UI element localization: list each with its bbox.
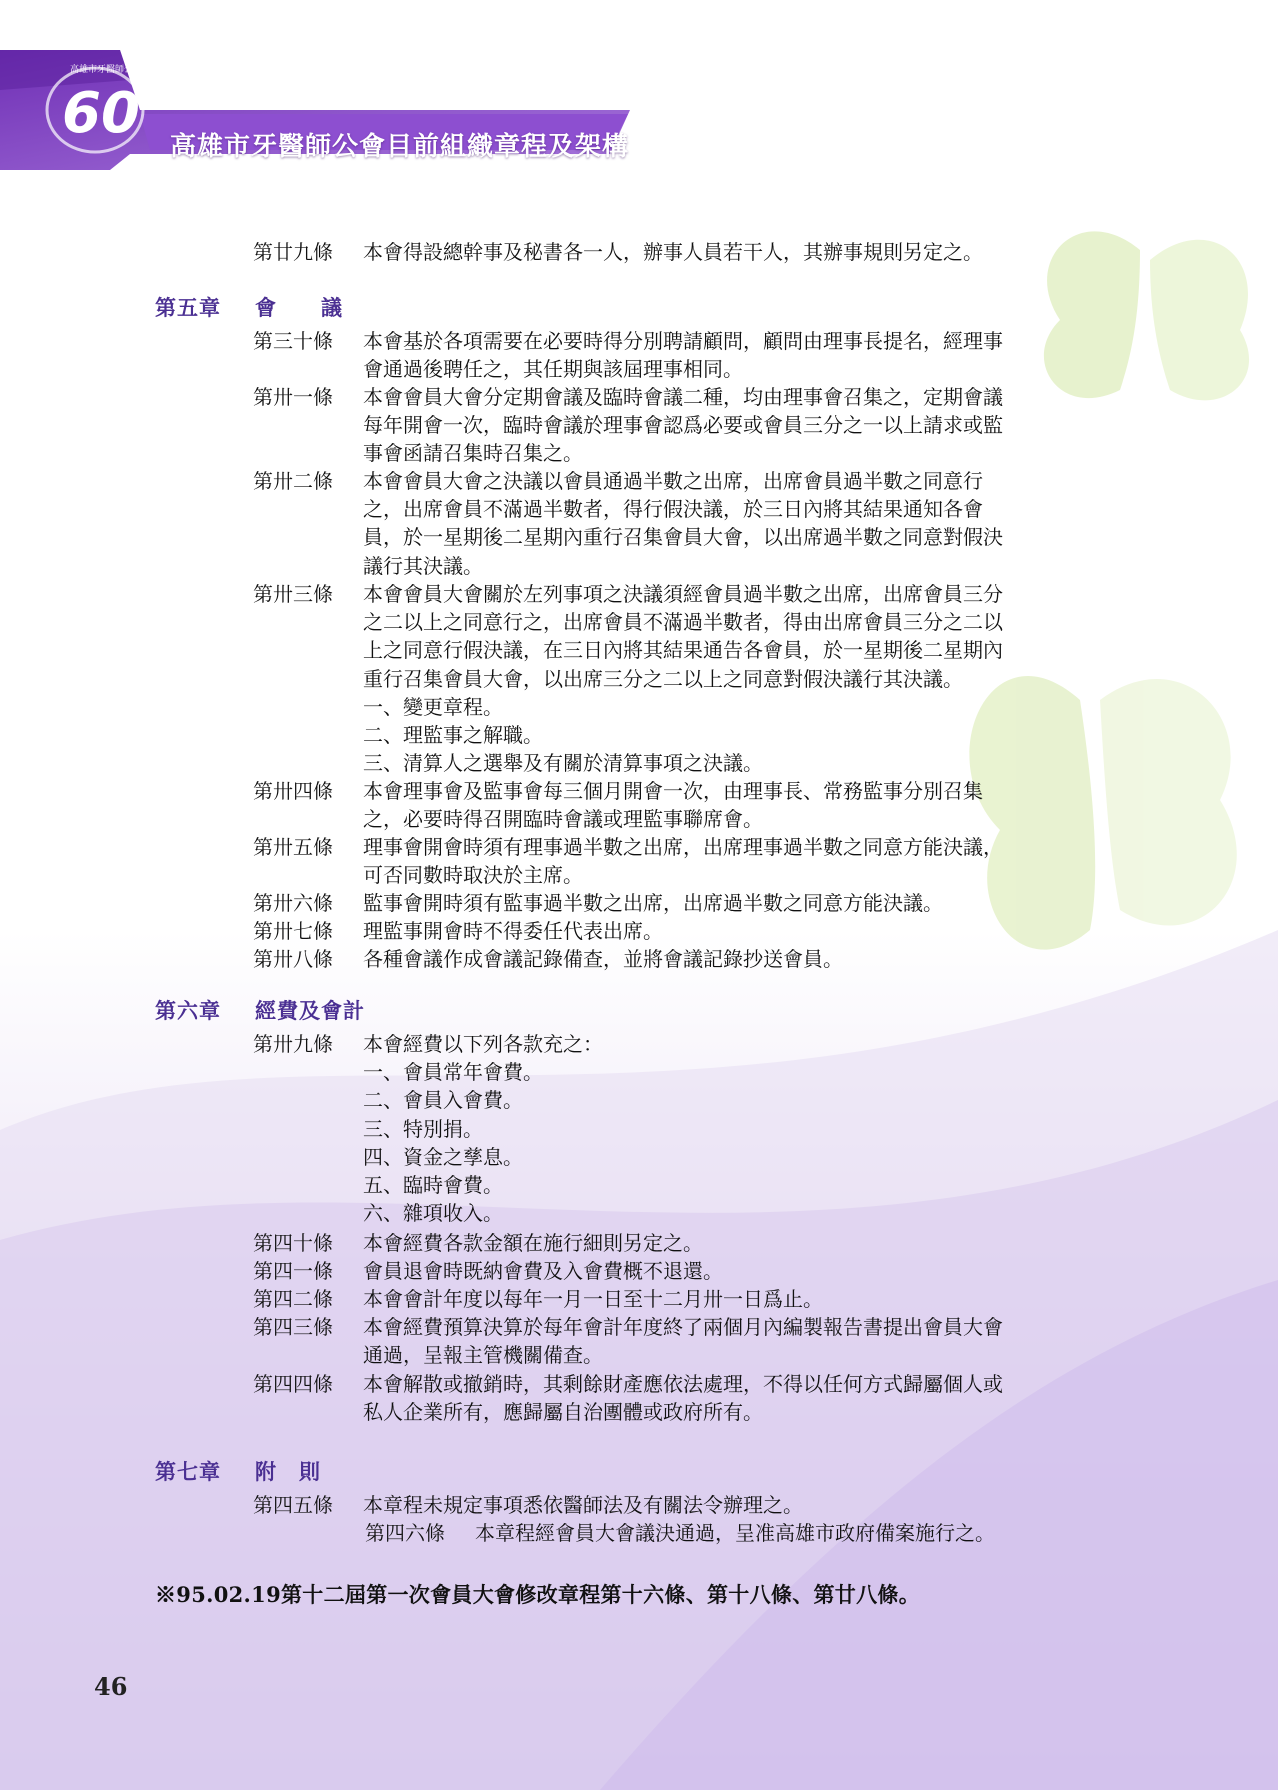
list-item: 二、理監事之解職。 <box>363 723 543 748</box>
article-text: 本章程經會員大會議決通過，呈准高雄市政府備案施行之。 <box>475 1521 995 1545</box>
logo-arc-text: 高雄市牙醫師公會 <box>70 65 143 75</box>
article <box>365 1519 1085 1547</box>
article-number: 第卅九條 <box>253 1032 333 1056</box>
chapter-heading <box>155 1456 321 1486</box>
article <box>253 383 1073 468</box>
article-number: 第四一條 <box>253 1259 333 1283</box>
article-text: 本會理事會及監事會每三個月開會一次，由理事長、常務監事分別召集 之，必要時得召開臨時會議或理監事聯席會。 <box>363 779 983 832</box>
list-item: 三、清算人之選舉及有關於清算事項之決議。 <box>363 751 763 776</box>
chapter-number: 第五章 <box>155 296 221 320</box>
article-number: 第四四條 <box>253 1372 333 1396</box>
article <box>253 1030 1073 1227</box>
article-number: 第四二條 <box>253 1287 333 1311</box>
article <box>253 889 1073 917</box>
article-text: 本章程未規定事項悉依醫師法及有關法令辦理之。 <box>363 1493 803 1517</box>
article <box>253 1370 1073 1426</box>
article-text: 理事會開會時須有理事過半數之出席，出席理事過半數之同意方能決議， 可否同數時取決於主席。 <box>363 835 1003 888</box>
list-item: 五、臨時會費。 <box>363 1173 503 1198</box>
article <box>253 467 1073 580</box>
article-text: 本會會計年度以每年一月一日至十二月卅一日爲止。 <box>363 1287 823 1311</box>
header-title: 高雄市牙醫師公會目前組織章程及架構 <box>170 132 630 162</box>
article-number: 第卅一條 <box>253 385 333 409</box>
article <box>253 777 1073 833</box>
list-item: 一、變更章程。 <box>363 694 503 719</box>
article-number: 第卅三條 <box>253 582 333 606</box>
article-number: 第四三條 <box>253 1315 333 1339</box>
list-item: 一、會員常年會費。 <box>363 1060 543 1085</box>
article-text: 本會會員大會分定期會議及臨時會議二種，均由理事會召集之，定期會議 每年開會一次，臨時會議於理事會認爲必要或會員三分之一以上請求或監 事會函請召集時召集之。 <box>363 385 1003 466</box>
chapter-number: 第七章 <box>155 1460 221 1484</box>
article <box>253 1313 1073 1369</box>
article-number: 第卅七條 <box>253 919 333 943</box>
article <box>253 238 1073 266</box>
article-number: 第卅二條 <box>253 469 333 493</box>
article-text: 本會基於各項需要在必要時得分別聘請顧問，顧問由理事長提名，經理事 會通過後聘任之，其任期與該屆理事相同。 <box>363 329 1003 382</box>
list-item: 二、會員入會費。 <box>363 1088 523 1113</box>
article-number: 第四六條 <box>365 1521 445 1545</box>
article <box>253 1257 1073 1285</box>
logo-60: 60 <box>62 81 140 146</box>
chapter-number: 第六章 <box>155 999 221 1023</box>
article-text: 本會經費預算決算於每年會計年度終了兩個月內編製報告書提出會員大會 通過，呈報主管機關備查。 <box>363 1315 1003 1368</box>
article-number: 第四五條 <box>253 1493 333 1517</box>
article <box>253 1285 1073 1313</box>
article-text: 監事會開時須有監事過半數之出席，出席過半數之同意方能決議。 <box>363 891 943 915</box>
article-number: 第卅八條 <box>253 947 333 971</box>
article <box>253 580 1073 777</box>
amendment-note: ※95.02.19第十二屆第一次會員大會修改章程第十六條、第十八條、第廿八條。 <box>155 1582 920 1607</box>
article-text: 本會經費以下列各款充之： 一、會員常年會費。 二、會員入會費。 三、特別捐。 四、資金之孳息。 五、臨時會費。 六、雜項收入。 <box>363 1030 1073 1227</box>
chapter-heading <box>155 995 365 1025</box>
article <box>253 1491 1073 1519</box>
article-number: 第三十條 <box>253 329 333 353</box>
article <box>253 833 1073 889</box>
article-text: 各種會議作成會議記錄備查，並將會議記錄抄送會員。 <box>363 947 843 971</box>
article <box>253 1229 1073 1257</box>
page-number: 46 <box>94 1672 128 1701</box>
article-text: 本會解散或撤銷時，其剩餘財產應依法處理，不得以任何方式歸屬個人或 私人企業所有，應歸屬自治團體或政府所有。 <box>363 1372 1003 1425</box>
article-text: 本會得設總幹事及秘書各一人，辦事人員若干人，其辦事規則另定之。 <box>363 240 983 264</box>
chapter-title: 經費及會計 <box>255 999 365 1023</box>
article-number: 第卅六條 <box>253 891 333 915</box>
list-item: 四、資金之孳息。 <box>363 1144 523 1169</box>
article-text: 本會會員大會之決議以會員通過半數之出席，出席會員過半數之同意行 之，出席會員不滿過半數者，得行假決議，於三日內將其結果通知各會 員，於一星期後二星期內重行召集會員大會，以出席過半數之同意對假決 議行其決議。 <box>363 469 1003 578</box>
article-text: 本會會員大會關於左列事項之決議須經會員過半數之出席，出席會員三分 之二以上之同意行之，出席會員不滿過半數者，得由出席會員三分之二以 上之同意行假決議，在三日內將其結果通告各會員，於一星期後二星期內 重行召集會員大會，以出席三分之二以上之同意對假決議行其決議。 一、變更章程。 二、理監事之解職。 三、清算人之選舉及有關於清算事項之決議。 <box>363 580 1073 777</box>
chapter-title: 會 議 <box>255 296 343 320</box>
list-item: 三、特別捐。 <box>363 1116 483 1141</box>
article <box>253 945 1073 973</box>
article <box>253 327 1073 383</box>
chapter-heading <box>155 292 343 322</box>
article-text: 理監事開會時不得委任代表出席。 <box>363 919 663 943</box>
chapter-title: 附 則 <box>255 1460 321 1484</box>
article-number: 第廿九條 <box>253 240 333 264</box>
article-number: 第卅五條 <box>253 835 333 859</box>
article <box>253 917 1073 945</box>
article-text: 會員退會時既納會費及入會費概不退還。 <box>363 1259 723 1283</box>
article-number: 第卅四條 <box>253 779 333 803</box>
article-number: 第四十條 <box>253 1231 333 1255</box>
article-text: 本會經費各款金額在施行細則另定之。 <box>363 1231 703 1255</box>
list-item: 六、雜項收入。 <box>363 1201 503 1226</box>
